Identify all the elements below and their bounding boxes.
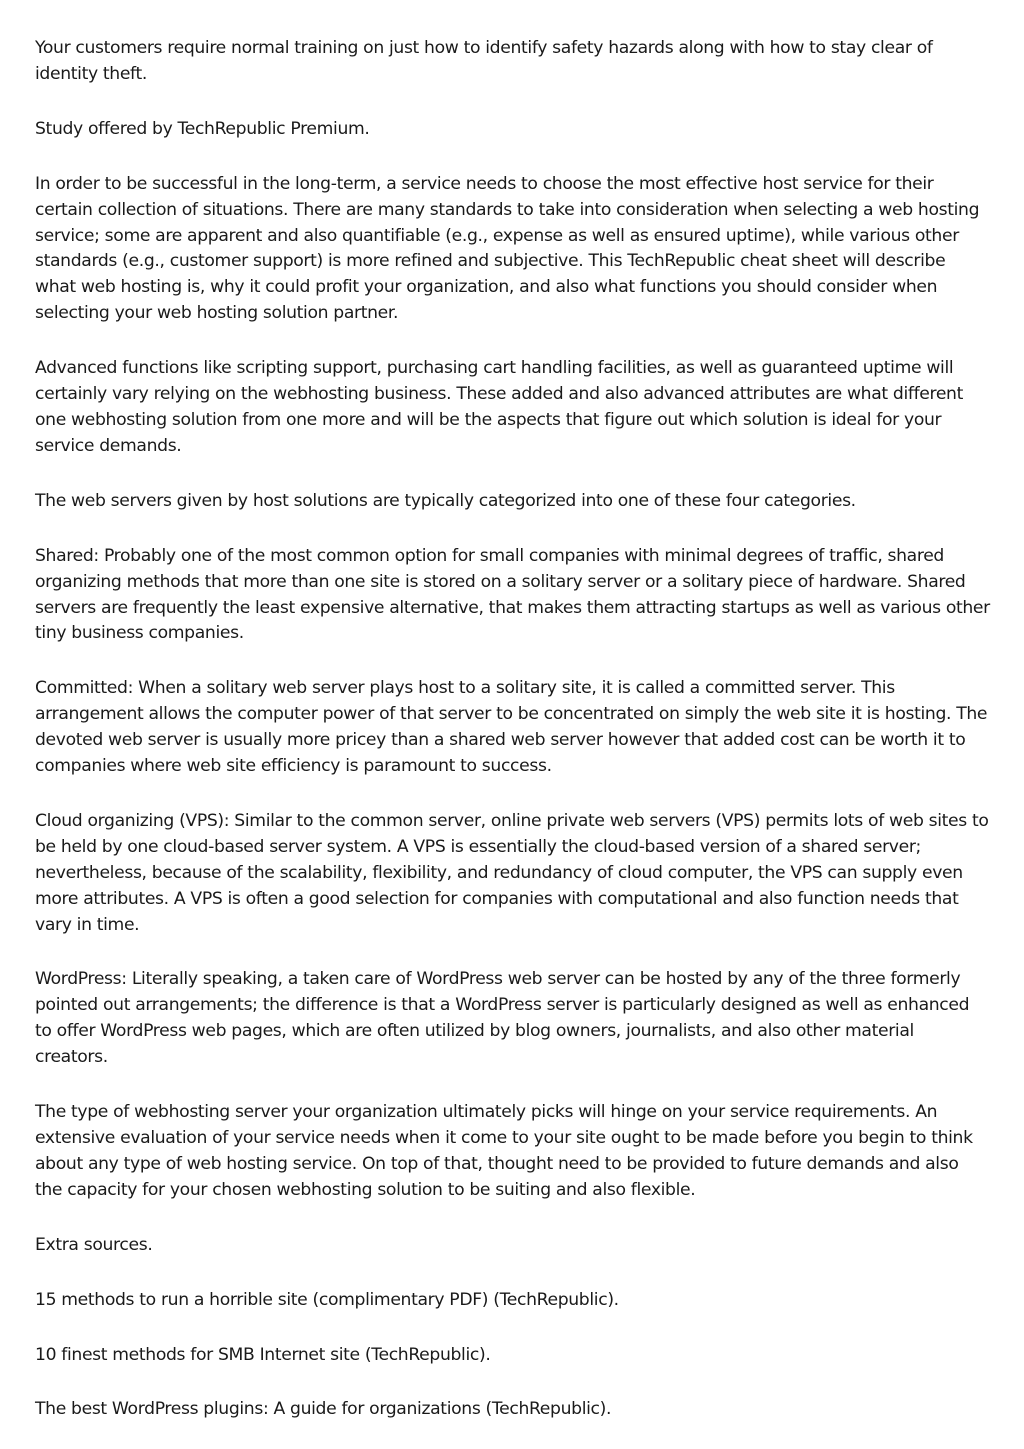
paragraph-choosing-host-service: In order to be successful in the long-term, a service needs to choose the most effective host service for their certain collection of situations. There are many standards to take into consideration when selecting a web hosting service; some are apparent and also quantifiable (e.g., expense as well as ensured uptime), while various other standards (e.g., customer support) is more refined and subjective. This TechRepublic cheat sheet will describe what web hosting is, why it could profit your organization, and also what functions you should consider when selecting your web hosting solution partner. — [35, 173, 980, 324]
paragraph-shared-hosting: Shared: Probably one of the most common option for small companies with minimal degrees of traffic, shared organizing methods that more than one site is stored on a solitary server or a solitary piece of hardware. Shared servers are frequently the least expensive alternative, that makes them attracting startups as well as various other tiny business companies. — [35, 545, 990, 644]
source-item-wordpress-plugins: The best WordPress plugins: A guide for organizations (TechRepublic). — [35, 1399, 612, 1420]
paragraph-cloud-vps-hosting: Cloud organizing (VPS): Similar to the common server, online private web servers (VPS) permits lots of web sites to be held by one cloud-based server system. A VPS is essentially the cloud-based version of a shared server; nevertheless, because of the scalability, flexibility, and redundancy of cloud computer, the VPS can supply even more attributes. A VPS is often a good selection for companies with computational and also function needs that vary in time. — [35, 810, 989, 935]
paragraph-extra-sources-heading: Extra sources. — [35, 1234, 153, 1255]
paragraph-wordpress-hosting: WordPress: Literally speaking, a taken care of WordPress web server can be hosted by any of the three formerly pointed out arrangements; the difference is that a WordPress server is particularly designed as well as enhanced to offer WordPress web pages, which are often utilized by blog owners, journalists, and also other material creators. — [35, 969, 970, 1068]
source-item-horrible-site: 15 methods to run a horrible site (complimentary PDF) (TechRepublic). — [35, 1289, 619, 1310]
paragraph-server-categories-intro: The web servers given by host solutions are typically categorized into one of these four categories. — [35, 490, 856, 511]
paragraph-study-credit: Study offered by TechRepublic Premium. — [35, 118, 370, 139]
paragraph-advanced-functions: Advanced functions like scripting support, purchasing cart handling facilities, as well as guaranteed uptime will certainly vary relying on the webhosting business. These added and also advanced attributes are what different one webhosting solution from one more and will be the aspects that figure out which solution is ideal for your service demands. — [35, 358, 963, 456]
source-item-smb-site: 10 finest methods for SMB Internet site (TechRepublic). — [35, 1344, 491, 1365]
paragraph-committed-hosting: Committed: When a solitary web server plays host to a solitary site, it is called a committed server. This arrangement allows the computer power of that server to be concentrated on simply the web site it is hosting. The devoted web server is usually more pricey than a shared web server however that added cost can be worth it to companies where web site efficiency is paramount to success. — [35, 678, 988, 777]
paragraph-identity-theft-training: Your customers require normal training on just how to identify safety hazards along with how to stay clear of identity theft. — [35, 38, 933, 84]
paragraph-choosing-server-type: The type of webhosting server your organization ultimately picks will hinge on your service requirements. An extensive evaluation of your service needs when it come to your site ought to be made before you begin to think about any type of web hosting service. On top of that, thought need to be provided to future demands and also the capacity for your chosen webhosting solution to be suiting and also flexible. — [35, 1102, 973, 1200]
